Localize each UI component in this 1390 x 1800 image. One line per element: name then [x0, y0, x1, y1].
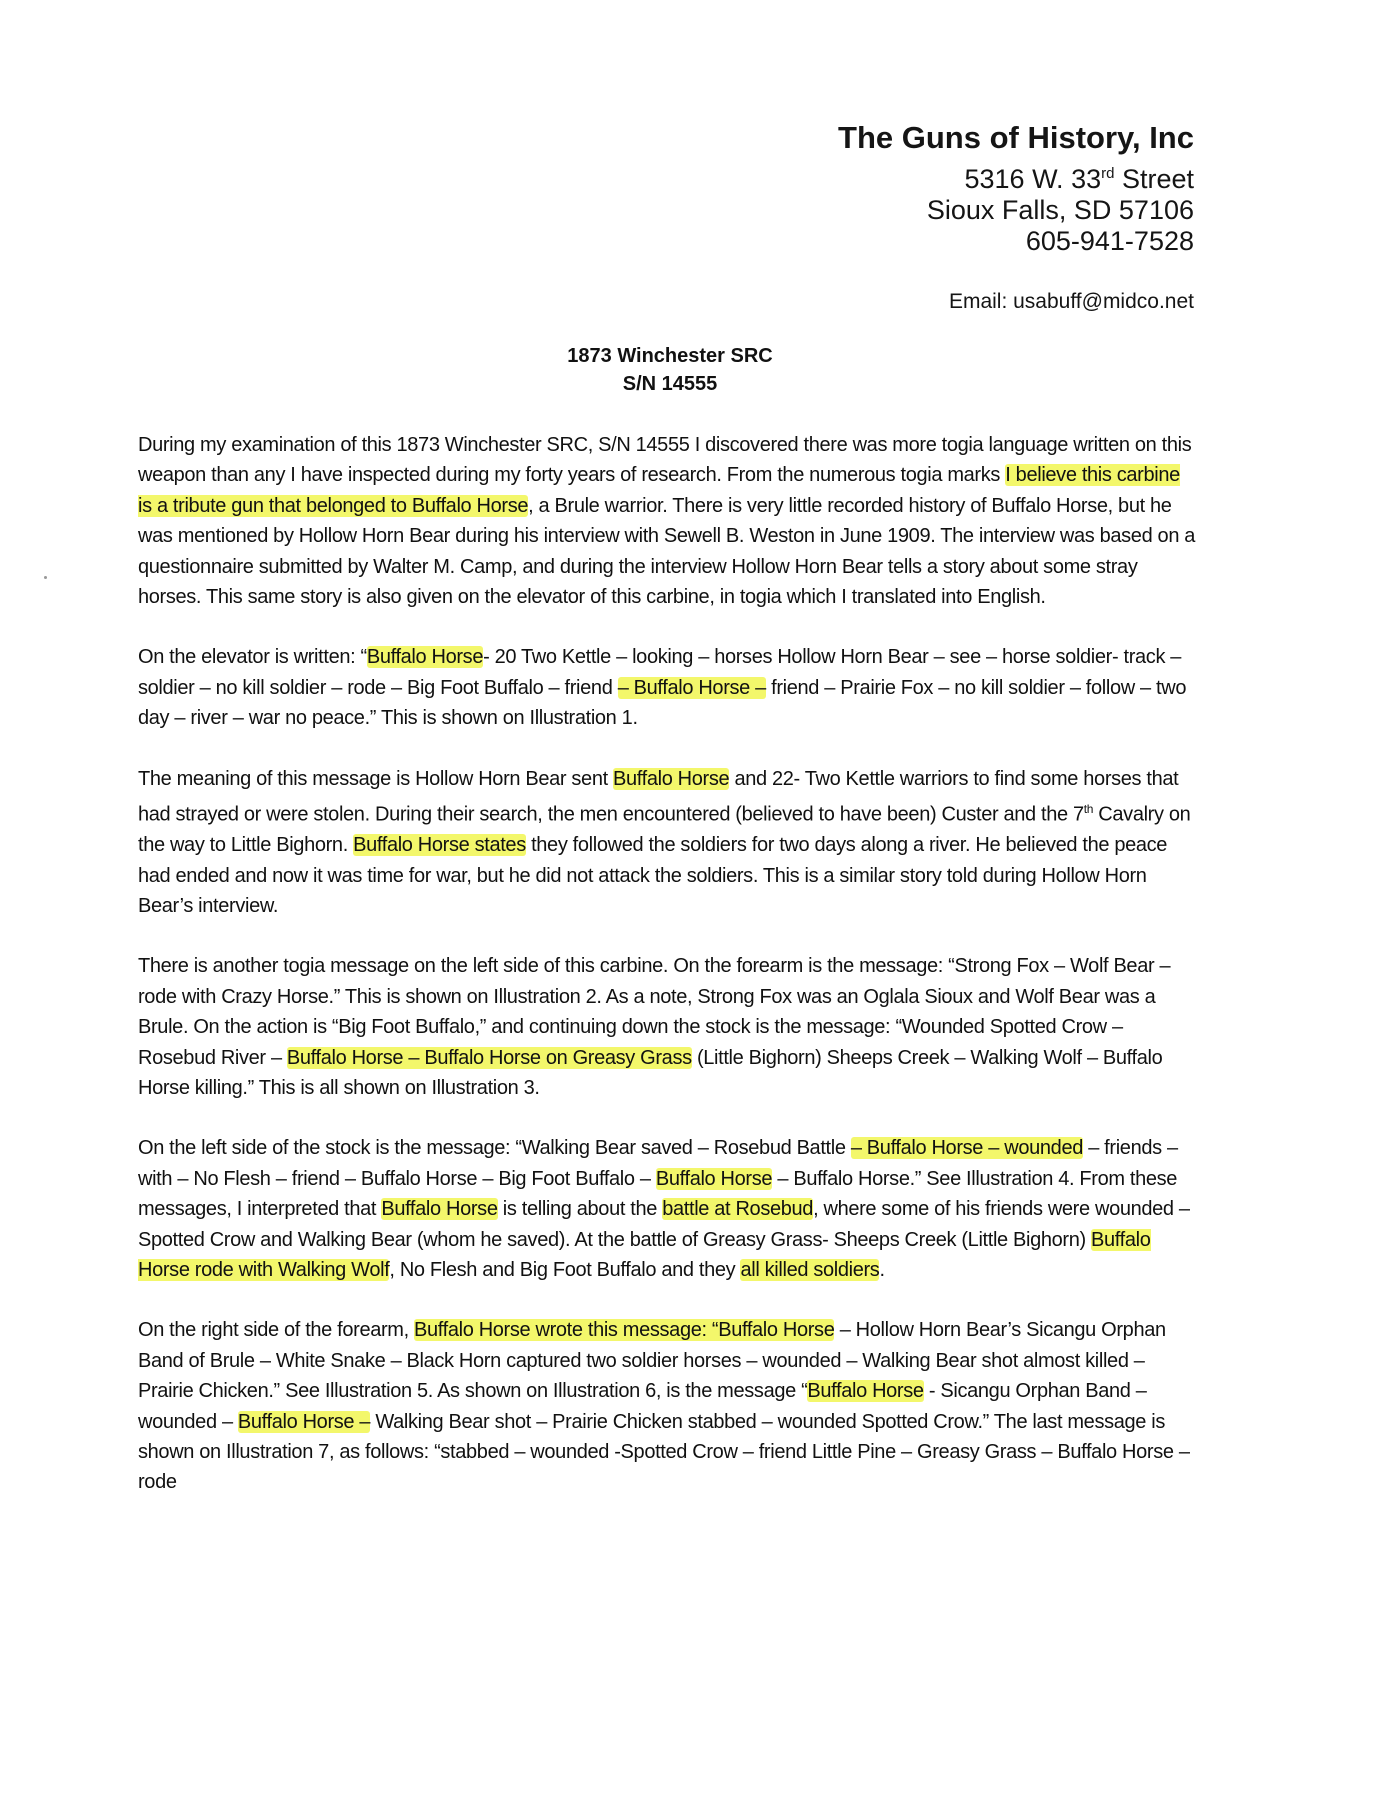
- superscript-text: th: [1083, 802, 1094, 817]
- text-segment: friend – Prairie Fox – no kill soldier – follow – two day – river – war no peace.” This is shown on Illustration 1.: [138, 676, 1187, 730]
- text-segment: – Hollow Horn Bear’s Sicangu Orphan Band of Brule – White Snake – Black Horn captured two soldier horses – wounded – Walking Bear shot almost killed – Prairie Chicken.” See Illustration 5. As shown on Illustration 6, is the message “: [138, 1319, 1166, 1403]
- scan-speck: [44, 576, 47, 579]
- text-segment: - Sicangu Orphan Band – wounded –: [138, 1380, 1147, 1433]
- street-name: Street: [1114, 164, 1194, 194]
- text-segment: .: [879, 1259, 885, 1281]
- text-segment: (Little Bighorn) Sheeps Creek – Walking Wolf – Buffalo Horse killing.” This is all shown on Illustration 3.: [138, 1046, 1163, 1099]
- highlighted-text: Buffalo Horse: [807, 1380, 924, 1403]
- text-segment: Cavalry on the way to Little Bighorn.: [138, 803, 1191, 857]
- highlighted-text: Buffalo Horse: [366, 646, 484, 669]
- text-segment: During my examination of this 1873 Winchester SRC, S/N 14555 I discovered there was more togia language written on this weapon than any I have inspected during my forty years of research. From the numerous togia marks: [138, 434, 1192, 487]
- paragraph: [138, 764, 1198, 922]
- email-address: Email: usabuff@midco.net: [948, 290, 1194, 313]
- text-segment: – friends – with – No Flesh – friend – Buffalo Horse – Big Foot Buffalo –: [138, 1137, 1178, 1190]
- text-segment: On the right side of the forearm,: [138, 1319, 415, 1342]
- city-state-zip: Sioux Falls, SD 57106: [926, 195, 1194, 225]
- highlighted-text: Buffalo Horse wrote this message: “Buffalo Horse: [414, 1319, 835, 1342]
- text-segment: they followed the soldiers for two days along a river. He believed the peace had ended and now it was time for war, but he did not attack the soldiers. This is a similar story told during Hollow Horn Bear’s interview.: [138, 834, 1168, 917]
- paragraph: [138, 430, 1198, 612]
- company-name: The Guns of History, Inc: [838, 120, 1194, 155]
- text-segment: , a Brule warrior. There is very little recorded history of Buffalo Horse, but he was mentioned by Hollow Horn Bear during his interview with Sewell B. Weston in June 1909. The interview was based on a questionnaire submitted by Walter M. Camp, and during the interview Hollow Horn Bear tells a story about some stray horses. This same story is also given on the elevator of this carbine, in togia which I translated into English.: [138, 494, 1196, 609]
- highlighted-text: – Buffalo Horse –: [617, 676, 766, 699]
- highlighted-text: Buffalo Horse: [655, 1167, 773, 1190]
- text-segment: Walking Bear shot – Prairie Chicken stabbed – wounded Spotted Crow.” The last message is shown on Illustration 7, as follows: “stabbed – wounded -Spotted Crow – friend Little Pine – Greasy Grass – Buffalo Horse – rode: [138, 1410, 1190, 1494]
- highlighted-text: battle at Rosebud: [662, 1198, 814, 1221]
- text-segment: and 22- Two Kettle warriors to find some horses that had strayed or were stolen. During their search, the men encountered (believed to have been) Custer and the 7: [138, 767, 1179, 826]
- highlighted-text: Buffalo Horse rode with Walking Wolf: [138, 1228, 1151, 1281]
- letterhead: [838, 118, 1194, 315]
- street-number: 5316 W. 33: [964, 164, 1102, 194]
- document-title: [0, 342, 1340, 398]
- text-segment: , No Flesh and Big Foot Buffalo and they: [389, 1259, 741, 1281]
- phone-number: 605-941-7528: [1025, 226, 1194, 256]
- highlighted-text: – Buffalo Horse – wounded: [850, 1137, 1083, 1160]
- highlighted-text: Buffalo Horse states: [353, 834, 526, 857]
- highlighted-text: Buffalo Horse: [381, 1198, 498, 1221]
- street-ordinal: rd: [1101, 165, 1115, 182]
- text-segment: On the left side of the stock is the message: “Walking Bear saved – Rosebud Battle: [138, 1137, 851, 1160]
- highlighted-text: I believe this carbine is a tribute gun that belonged to Buffalo Horse: [138, 464, 1180, 517]
- text-segment: , where some of his friends were wounded – Spotted Crow and Walking Bear (whom he saved). At the battle of Greasy Grass- Sheeps Creek (Little Bighorn): [138, 1198, 1190, 1251]
- text-segment: On the elevator is written: “: [138, 646, 367, 669]
- paragraph: [138, 1315, 1198, 1497]
- highlighted-text: all killed soldiers: [740, 1259, 880, 1281]
- highlighted-text: Buffalo Horse – Buffalo Horse on Greasy Grass: [286, 1046, 692, 1069]
- text-segment: – Buffalo Horse.” See Illustration 4. From these messages, I interpreted that: [138, 1167, 1178, 1221]
- paragraph: [138, 951, 1198, 1103]
- title-line-model: 1873 Winchester SRC: [567, 345, 773, 367]
- letter-body: [138, 430, 1198, 1528]
- text-segment: The meaning of this message is Hollow Horn Bear sent: [138, 767, 614, 790]
- paragraph: [138, 1133, 1198, 1285]
- text-segment: - 20 Two Kettle – looking – horses Hollow Horn Bear – see – horse soldier- track – soldier – no kill soldier – rode – Big Foot Buffalo – friend: [138, 646, 1182, 699]
- highlighted-text: Buffalo Horse: [613, 767, 730, 790]
- text-segment: is telling about the: [497, 1198, 663, 1221]
- title-line-serial: S/N 14555: [622, 373, 718, 395]
- paragraph: [138, 642, 1198, 733]
- highlighted-text: Buffalo Horse –: [237, 1410, 371, 1433]
- text-segment: There is another togia message on the left side of this carbine. On the forearm is the message: “Strong Fox – Wolf Bear – rode with Crazy Horse.” This is shown on Illustration 2. As a note, Strong Fox was an Oglala Sioux and Wolf Bear was a Brule. On the action is “Big Foot Buffalo,” and continuing down the stock is the message: “Wounded Spotted Crow – Rosebud River –: [138, 955, 1171, 1069]
- street-address: [838, 158, 1194, 195]
